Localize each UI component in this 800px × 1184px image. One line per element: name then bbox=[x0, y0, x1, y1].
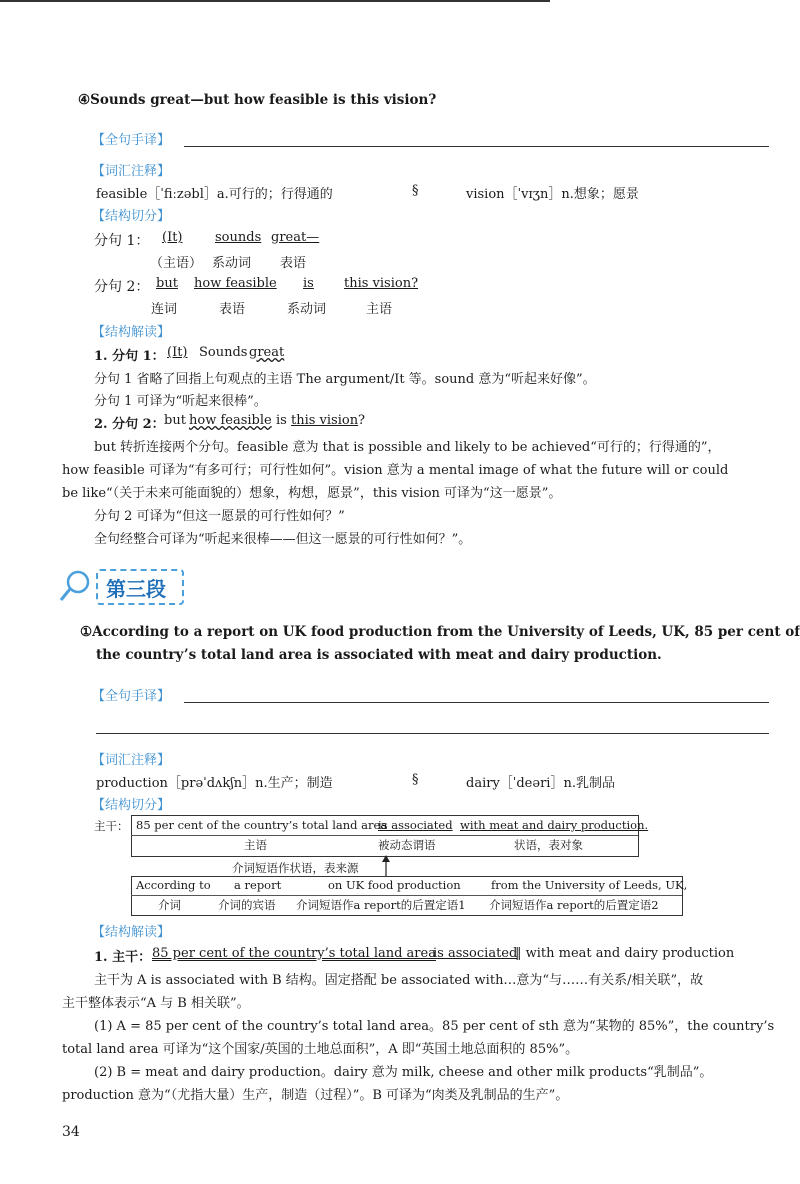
sentence-1-line1: ①According to a report on UK food production from the University of Leeds, UK, 85 per cent of bbox=[80, 624, 800, 640]
clause1-role-predicative: 表语 bbox=[280, 256, 307, 271]
analysis2-p2: how feasible 可译为“有多可行；可行性如何”。vision 意为 a mental image of what the future will or could bbox=[62, 463, 729, 478]
main-analysis-p4: total land area 可译为“这个国家/英国的土地总面积”，A 即“英国土地总面积的 85%”。 bbox=[62, 1042, 579, 1057]
main-analysis-p1: 主干为 A is associated with B 结构。固定搭配 be associated with…意为“与……有关系/相关联”，故 bbox=[94, 973, 704, 988]
clause1-role-subject: （主语） bbox=[150, 256, 203, 271]
up-arrow-icon bbox=[380, 855, 392, 877]
section-title: 第三段 bbox=[106, 577, 166, 601]
clause2-role-conj: 连词 bbox=[151, 302, 178, 317]
arrow-note: 介词短语作状语，表来源 bbox=[232, 861, 359, 875]
main-analysis-p3: (1) A = 85 per cent of the country’s total land area。85 per cent of sth 意为“某物的 85%”，the country’s bbox=[94, 1019, 775, 1034]
vocab-separator: § bbox=[412, 183, 419, 198]
analysis1-subject: (It) bbox=[167, 345, 188, 360]
page-number: 34 bbox=[62, 1124, 80, 1140]
top-rule bbox=[0, 0, 550, 2]
main-role-verb: 被动态谓语 bbox=[378, 838, 436, 852]
analysis2-p4: 分句 2 可译为“但这一愿景的可行性如何？” bbox=[94, 509, 345, 524]
vocab-dairy: dairy［ˈdeəri］n.乳制品 bbox=[466, 776, 615, 791]
main-analysis-rest: ‖ with meat and dairy production bbox=[515, 946, 735, 961]
analysis2-qmark: ? bbox=[358, 413, 365, 428]
clause2-predicative: how feasible bbox=[194, 276, 277, 291]
clause2-label: 分句 2： bbox=[94, 279, 150, 295]
full-translation-label-2: 【全句手译】 bbox=[92, 689, 171, 704]
vocab-feasible: feasible［ˈfiːzəbl］a.可行的；行得通的 bbox=[96, 187, 333, 202]
phrase-attr2: from the University of Leeds, UK, bbox=[491, 878, 688, 892]
clause2-verb: is bbox=[303, 276, 314, 291]
analysis2-head: 2. 分句 2： bbox=[94, 417, 165, 432]
main-adverbial: with meat and dairy production. bbox=[460, 818, 649, 832]
vocab-production: production［prəˈdʌkʃn］n.生产；制造 bbox=[96, 776, 333, 791]
phrase-preposition: According to bbox=[136, 878, 211, 892]
phrase-divider bbox=[131, 895, 682, 896]
analysis1-verb: Sounds bbox=[199, 345, 248, 360]
translation-line-2a bbox=[184, 702, 769, 703]
clause2-role-verb: 系动词 bbox=[287, 302, 327, 317]
main-analysis-p2: 主干整体表示“A 与 B 相关联”。 bbox=[62, 996, 250, 1011]
magnifier-icon bbox=[58, 568, 94, 604]
structure-label-2: 【结构切分】 bbox=[92, 798, 171, 813]
phrase-object: a report bbox=[234, 878, 282, 892]
clause1-subject: (It) bbox=[162, 230, 183, 245]
structure-label: 【结构切分】 bbox=[92, 209, 171, 224]
main-clause-label: 主干： bbox=[94, 819, 129, 833]
analysis2-p1: but 转折连接两个分句。feasible 意为 that is possible and likely to be achieved“可行的；行得通的”， bbox=[94, 440, 721, 455]
sentence-4: ④Sounds great—but how feasible is this vision? bbox=[78, 92, 437, 108]
vocab-label: 【词汇注释】 bbox=[92, 164, 171, 179]
vocab-label-2: 【词汇注释】 bbox=[92, 753, 171, 768]
translation-line-2b bbox=[96, 733, 769, 734]
clause2-role-predicative: 表语 bbox=[219, 302, 246, 317]
analysis-label-2: 【结构解读】 bbox=[92, 925, 171, 940]
vocab-separator-2: § bbox=[412, 772, 419, 787]
analysis2-subject: this vision bbox=[291, 413, 359, 428]
main-role-subject: 主语 bbox=[244, 838, 267, 852]
phrase-role-attr1: 介词短语作a report的后置定语1 bbox=[296, 898, 466, 912]
clause1-predicative: great— bbox=[271, 230, 320, 245]
analysis2-p5: 全句经整合可译为“听起来很棒——但这一愿景的可行性如何？”。 bbox=[94, 532, 472, 547]
analysis1-p1: 分句 1 省略了回指上句观点的主语 The argument/It 等。sound 意为“听起来好像”。 bbox=[94, 372, 596, 387]
main-analysis-p6: production 意为“（尤指大量）生产，制造（过程）”。B 可译为“肉类及乳制品的生产”。 bbox=[62, 1088, 569, 1103]
full-translation-label: 【全句手译】 bbox=[92, 133, 171, 148]
clause2-role-subject: 主语 bbox=[366, 302, 393, 317]
vocab-vision: vision［ˈvɪʒn］n.想象；愿景 bbox=[466, 187, 639, 202]
translation-line bbox=[184, 146, 769, 147]
main-analysis-subject: 85 per cent of the country’s total land area bbox=[152, 946, 436, 961]
analysis2-conj: but bbox=[164, 413, 186, 428]
clause2-subject: this vision? bbox=[344, 276, 419, 291]
clause1-role-verb: 系动词 bbox=[212, 256, 252, 271]
analysis1-head: 1. 分句 1： bbox=[94, 349, 165, 364]
main-verb: is associated bbox=[378, 818, 453, 832]
analysis1-predicative: great bbox=[249, 345, 285, 360]
phrase-role-attr2: 介词短语作a report的后置定语2 bbox=[489, 898, 659, 912]
analysis2-p3: be like“（关于未来可能面貌的）想象，构想，愿景”，this vision 可译为“这一愿景”。 bbox=[62, 486, 562, 501]
analysis1-p2: 分句 1 可译为“听起来很棒”。 bbox=[94, 394, 267, 409]
main-analysis-verb: is associated bbox=[433, 946, 518, 961]
sentence-1-line2: the country’s total land area is associated with meat and dairy production. bbox=[96, 647, 662, 663]
main-subject: 85 per cent of the country’s total land area bbox=[136, 818, 388, 832]
analysis2-predicative: how feasible bbox=[189, 413, 272, 428]
phrase-attr1: on UK food production bbox=[328, 878, 461, 892]
main-clause-divider bbox=[131, 835, 638, 836]
main-role-adverbial: 状语，表对象 bbox=[514, 838, 583, 852]
clause1-verb: sounds bbox=[215, 230, 262, 245]
analysis-label: 【结构解读】 bbox=[92, 325, 171, 340]
clause1-label: 分句 1： bbox=[94, 233, 150, 249]
phrase-role-object: 介词的宾语 bbox=[218, 898, 276, 912]
analysis2-verb: is bbox=[276, 413, 287, 428]
phrase-role-preposition: 介词 bbox=[158, 898, 181, 912]
main-analysis-head: 1. 主干： bbox=[94, 950, 152, 965]
clause2-conj: but bbox=[156, 276, 178, 291]
main-analysis-p5: (2) B = meat and dairy production。dairy 意为 milk, cheese and other milk products“乳制品”。 bbox=[94, 1065, 713, 1080]
